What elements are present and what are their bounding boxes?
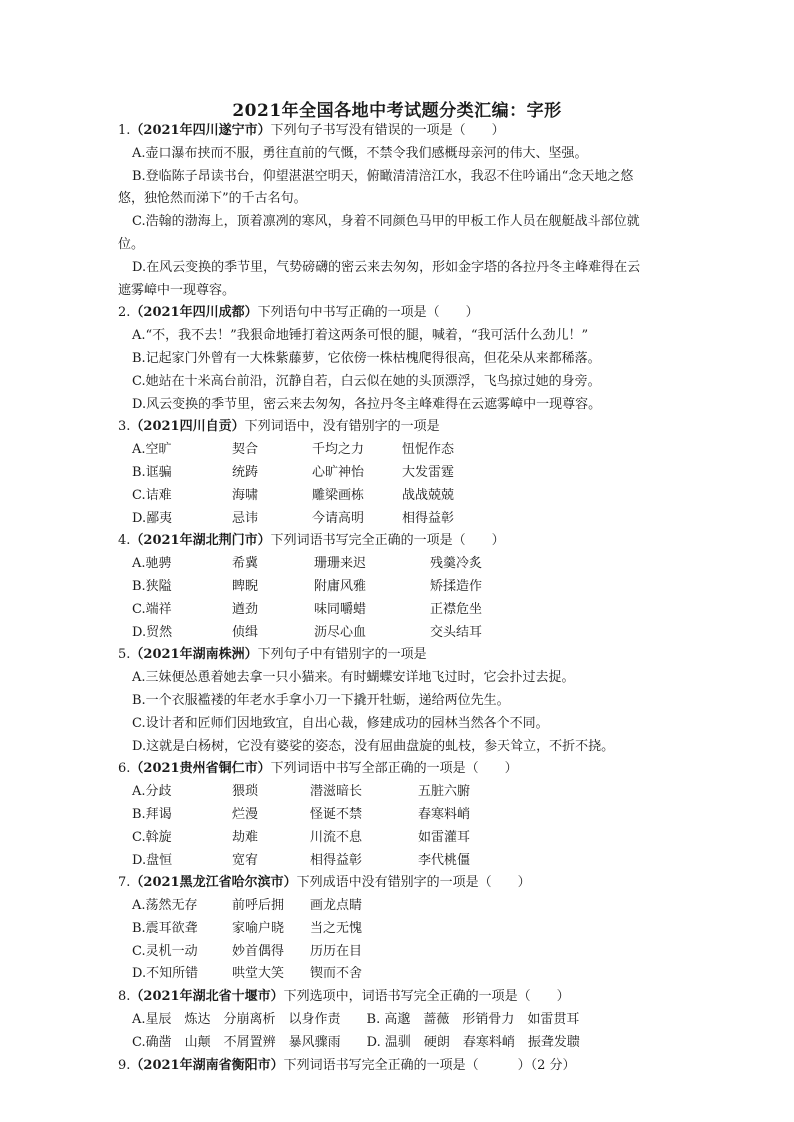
option-c: C.设计者和匠师们因地致宜，自出心裁，修建成功的园林当然各个不同。 xyxy=(132,715,549,731)
option-row-c xyxy=(118,827,678,850)
option-c-continued: 位。 xyxy=(118,236,145,252)
question-stem: 下列句子中有错别字的一项是 xyxy=(257,647,427,663)
options-ab: A.星辰 炼达 分崩离析 以身作责 B. 高邈 蔷薇 形销骨力 如雷贯耳 xyxy=(132,1012,580,1028)
question-number: 7. xyxy=(118,875,131,891)
option-term: A.分歧 xyxy=(132,784,172,800)
option-term: 今请高明 xyxy=(312,510,365,526)
options-cd: C.确凿 山颠 不屑置辨 暴风骤雨 D. 温驯 硬朗 春寒料峭 振聋发聩 xyxy=(132,1034,580,1050)
option-d: D.风云变换的季节里，密云来去匆匆，各拉丹冬主峰难得在云遮雾嶂中一现尊容。 xyxy=(132,396,602,412)
option-row-d xyxy=(118,508,678,531)
option-row-b xyxy=(118,804,678,827)
option-term: 相得益彰 xyxy=(402,510,455,526)
option-term: 潜滋暗长 xyxy=(310,784,363,800)
question-number: 9. xyxy=(118,1057,131,1073)
question-5 xyxy=(118,644,678,667)
option-term: 契合 xyxy=(232,442,259,458)
option-term: 历历在目 xyxy=(310,943,363,959)
question-7 xyxy=(118,872,678,895)
question-number: 1. xyxy=(118,123,131,138)
option-a: A.壶口瀑布挟而不服，勇往直前的气慨，不禁令我们感概母亲河的伟大、坚强。 xyxy=(132,145,588,161)
question-number: 2. xyxy=(118,305,131,321)
option-term: 五脏六腑 xyxy=(418,784,471,800)
option-c: C.浩翰的渤海上，顶着凛冽的寒风，身着不同颜色马甲的甲板工作人员在舰艇战斗部位就 xyxy=(132,214,640,230)
question-source: （2021黑龙江省哈尔滨市） xyxy=(130,875,297,891)
question-4 xyxy=(118,530,678,553)
option-term: 正襟危坐 xyxy=(430,601,483,617)
option-term: 希冀 xyxy=(232,556,259,572)
question-stem: 下列选项中，词语书写完全正确的一项是（ ） xyxy=(283,989,570,1005)
question-3 xyxy=(118,416,678,439)
option-term: 前呼后拥 xyxy=(232,898,285,914)
option-term: 矫揉造作 xyxy=(430,578,483,594)
option-term: 妙首偶得 xyxy=(232,943,285,959)
option-term: 残羹冷炙 xyxy=(430,556,483,572)
option-term: 川流不息 xyxy=(310,829,363,845)
question-6 xyxy=(118,758,678,781)
option-term: A.驰骋 xyxy=(132,556,172,572)
option-term: 相得益彰 xyxy=(310,852,363,868)
option-d-continued: 遮雾嶂中一现尊容。 xyxy=(118,282,236,298)
option-term: 忌讳 xyxy=(232,510,259,526)
option-row-a xyxy=(118,439,678,462)
option-term: 猥琐 xyxy=(232,784,259,800)
question-number: 3. xyxy=(118,419,131,435)
question-8 xyxy=(118,986,678,1009)
question-source: （2021年湖北省十堰市） xyxy=(130,989,284,1005)
option-term: 交头结耳 xyxy=(430,624,483,640)
option-term: 睥睨 xyxy=(232,578,259,594)
question-source: （2021年湖南省衡阳市） xyxy=(130,1057,284,1073)
option-term: B.狭隘 xyxy=(132,578,172,594)
option-row-c xyxy=(118,599,678,622)
option-b: B.记起家门外曾有一大株紫藤萝，它依傍一株枯槐爬得很高，但花朵从来都稀落。 xyxy=(132,350,601,366)
question-stem: 下列词语中书写全部正确的一项是（ ） xyxy=(270,761,518,777)
option-row-a xyxy=(118,895,678,918)
option-term: 侦缉 xyxy=(232,624,259,640)
question-stem: 下列词语中，没有错别字的一项是 xyxy=(244,419,440,435)
option-term: 忸怩作态 xyxy=(402,442,455,458)
option-a: A.三妹便怂恿着她去拿一只小猫来。有时蝴蝶安详地飞过时，它会扑过去捉。 xyxy=(132,670,575,686)
option-term: C.灵机一动 xyxy=(132,943,198,959)
option-term: B.震耳欲聋 xyxy=(132,920,198,936)
option-term: 烂漫 xyxy=(232,806,259,822)
option-term: 味同嚼蜡 xyxy=(314,601,367,617)
question-list xyxy=(118,120,678,1077)
option-term: 统踌 xyxy=(232,464,259,480)
question-source: （2021四川自贡） xyxy=(130,419,245,435)
question-number: 5. xyxy=(118,647,131,663)
option-term: 锲而不舍 xyxy=(310,966,363,982)
option-term: 遒劲 xyxy=(232,601,259,617)
option-term: D.不知所错 xyxy=(132,966,199,982)
question-source: （2021年四川成都） xyxy=(130,305,258,321)
option-term: 哄堂大笑 xyxy=(232,966,285,982)
option-term: 沥尽心血 xyxy=(314,624,367,640)
question-number: 8. xyxy=(118,989,131,1005)
question-source: （2021贵州省铜仁市） xyxy=(130,761,271,777)
option-row-b xyxy=(118,918,678,941)
option-term: B.诓骗 xyxy=(132,464,172,480)
option-term: 当之无愧 xyxy=(310,920,363,936)
option-term: 怪诞不禁 xyxy=(310,806,363,822)
option-b-continued: 悠，独怆然而涕下”的千古名句。 xyxy=(118,191,307,207)
option-row-d xyxy=(118,963,678,986)
option-row-a xyxy=(118,553,678,576)
option-term: D.鄙夷 xyxy=(132,510,173,526)
option-term: 海啸 xyxy=(232,487,259,503)
option-c: C.她站在十米高台前沿，沉静自若，白云似在她的头顶漂浮，飞鸟掠过她的身旁。 xyxy=(132,373,601,389)
question-stem: 下列词语书写完全正确的一项是（ ） xyxy=(270,533,505,549)
option-term: 心旷神怡 xyxy=(312,464,365,480)
option-term: 画龙点睛 xyxy=(310,898,363,914)
option-term: 珊珊来迟 xyxy=(314,556,367,572)
question-number: 6. xyxy=(118,761,131,777)
question-stem: 下列词语书写完全正确的一项是（ ）（2 分） xyxy=(283,1057,576,1073)
option-term: 千均之力 xyxy=(312,442,365,458)
option-b: B.一个衣服褴褛的年老水手拿小刀一下撬开牡蛎，递给两位先生。 xyxy=(132,692,510,708)
page-title: 2021年全国各地中考试题分类汇编：字形 xyxy=(232,101,562,121)
question-source: （2021年四川遂宁市） xyxy=(130,123,271,138)
option-term: 战战兢兢 xyxy=(402,487,455,503)
question-stem: 下列成语中没有错别字的一项是（ ） xyxy=(296,875,531,891)
option-term: 雕梁画栋 xyxy=(312,487,365,503)
option-term: 如雷灌耳 xyxy=(418,829,471,845)
question-stem: 下列句子书写没有错误的一项是（ ） xyxy=(270,123,505,138)
question-2 xyxy=(118,302,678,325)
question-stem: 下列语句中书写正确的一项是（ ） xyxy=(257,305,479,321)
option-row-b xyxy=(118,576,678,599)
question-source: （2021年湖南株洲） xyxy=(130,647,258,663)
option-term: C.诘难 xyxy=(132,487,172,503)
question-9 xyxy=(118,1055,678,1078)
option-d: D.这就是白杨树，它没有婆娑的姿态，没有屈曲盘旋的虬枝，参天耸立，不折不挠。 xyxy=(132,738,615,754)
question-1 xyxy=(118,120,678,143)
option-row-d xyxy=(118,850,678,873)
option-a: A.“不，我不去！”我狠命地锤打着这两条可恨的腿，喊着，“我可活什么劲儿！” xyxy=(132,328,589,344)
option-row-c xyxy=(118,941,678,964)
option-term: 家喻户晓 xyxy=(232,920,285,936)
option-term: D.贸然 xyxy=(132,624,173,640)
option-term: 春寒料峭 xyxy=(418,806,471,822)
option-term: 大发雷霆 xyxy=(402,464,455,480)
option-term: B.拜谒 xyxy=(132,806,172,822)
option-row-b xyxy=(118,462,678,485)
option-term: C.端祥 xyxy=(132,601,172,617)
option-row-c xyxy=(118,485,678,508)
option-term: 劫难 xyxy=(232,829,259,845)
option-row-d xyxy=(118,622,678,645)
option-row-a xyxy=(118,781,678,804)
option-term: A.荡然无存 xyxy=(132,898,198,914)
option-term: D.盘恒 xyxy=(132,852,173,868)
option-term: 李代桃僵 xyxy=(418,852,471,868)
option-d: D.在风云变换的季节里，气势磅礴的密云来去匆匆，形如金字塔的各拉丹冬主峰难得在云 xyxy=(132,259,641,275)
option-term: 附庸风雅 xyxy=(314,578,367,594)
question-source: （2021年湖北荆门市） xyxy=(130,533,271,549)
option-b: B.登临陈子昂读书台，仰望湛湛空明天，俯瞰清清涪江水，我忍不住吟诵出“念天地之悠 xyxy=(132,168,634,184)
option-term: C.斡旋 xyxy=(132,829,172,845)
question-number: 4. xyxy=(118,533,131,549)
option-term: 宽宥 xyxy=(232,852,259,868)
option-term: A.空旷 xyxy=(132,442,172,458)
